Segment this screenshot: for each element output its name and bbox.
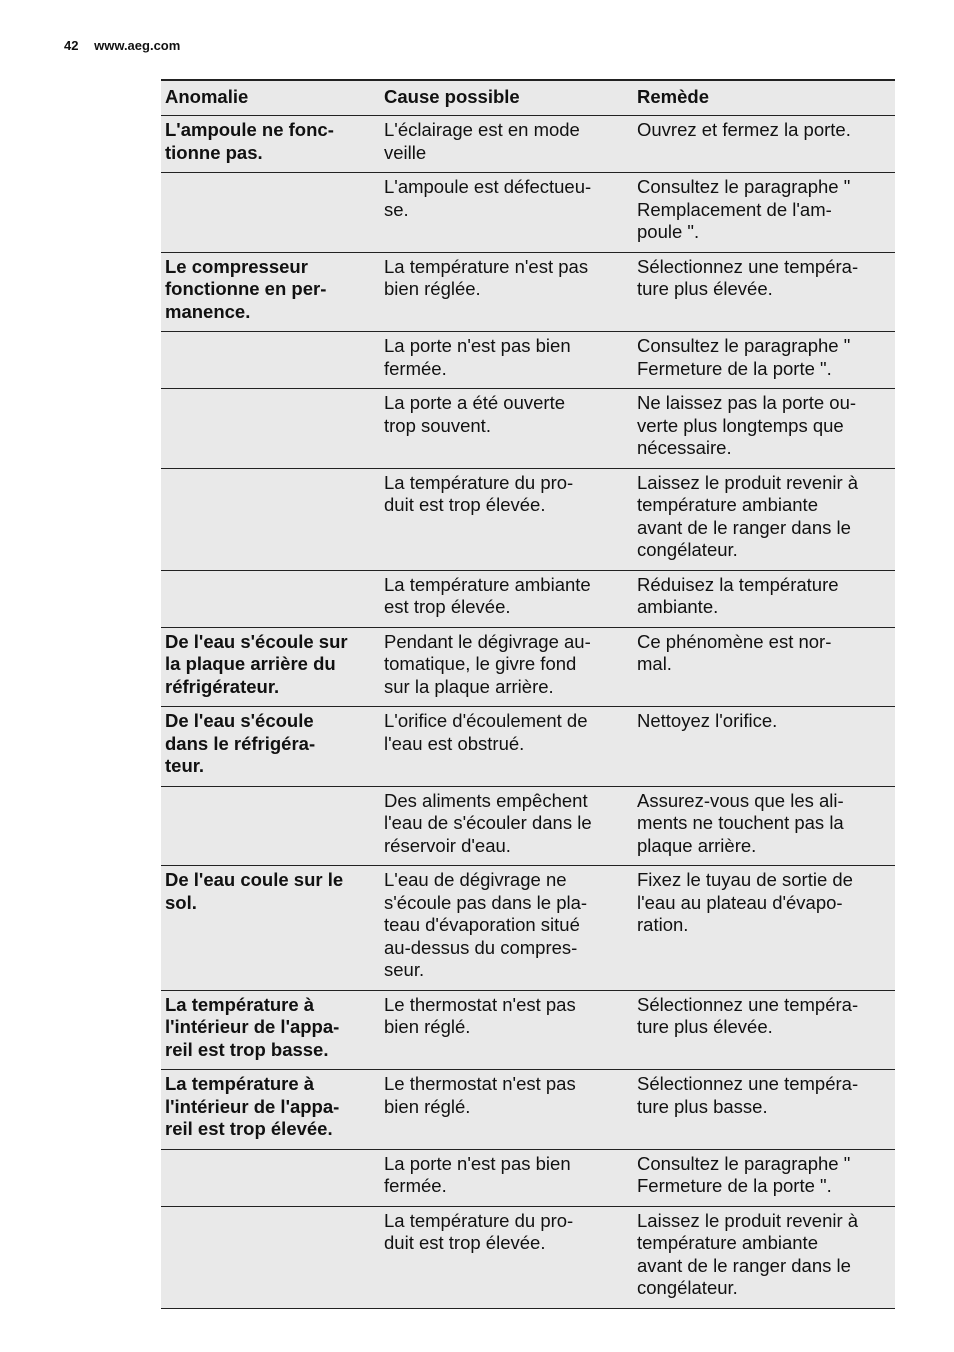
remede-cell: Consultez le paragraphe " Fermeture de la porte ". (633, 332, 895, 389)
remede-cell: Ouvrez et fermez la porte. (633, 116, 895, 173)
table-row (161, 116, 895, 173)
table-row (161, 1206, 895, 1308)
cause-cell: La température du pro- duit est trop élevée. (380, 468, 633, 570)
cause-cell: Le thermostat n'est pas bien réglé. (380, 990, 633, 1070)
anomalie-cell: De l'eau s'écoule sur la plaque arrière du réfrigérateur. (161, 627, 380, 707)
table-row (161, 389, 895, 469)
remede-cell: Ce phénomène est nor- mal. (633, 627, 895, 707)
table-row (161, 173, 895, 253)
cause-cell: L'orifice d'écoulement de l'eau est obstrué. (380, 707, 633, 787)
table-row (161, 1149, 895, 1206)
column-header-cause: Cause possible (380, 80, 633, 116)
anomalie-cell: L'ampoule ne fonc- tionne pas. (161, 116, 380, 173)
anomalie-cell (161, 786, 380, 866)
anomalie-cell (161, 332, 380, 389)
page-header (64, 38, 180, 53)
cause-cell: Pendant le dégivrage au- tomatique, le givre fond sur la plaque arrière. (380, 627, 633, 707)
cause-cell: La température du pro- duit est trop élevée. (380, 1206, 633, 1308)
table-row (161, 468, 895, 570)
anomalie-cell (161, 1149, 380, 1206)
remede-cell: Sélectionnez une tempéra- ture plus élevée. (633, 990, 895, 1070)
cause-cell: La porte n'est pas bien fermée. (380, 1149, 633, 1206)
table-row (161, 1070, 895, 1150)
page-number: 42 (64, 38, 79, 53)
remede-cell: Nettoyez l'orifice. (633, 707, 895, 787)
remede-cell: Assurez-vous que les ali- ments ne touchent pas la plaque arrière. (633, 786, 895, 866)
table-row (161, 332, 895, 389)
table-header-row (161, 80, 895, 116)
anomalie-cell: La température à l'intérieur de l'appa- reil est trop basse. (161, 990, 380, 1070)
cause-cell: Des aliments empêchent l'eau de s'écouler dans le réservoir d'eau. (380, 786, 633, 866)
table-row (161, 627, 895, 707)
anomalie-cell: La température à l'intérieur de l'appa- reil est trop élevée. (161, 1070, 380, 1150)
table-row (161, 570, 895, 627)
anomalie-cell: De l'eau s'écoule dans le réfrigéra- teur. (161, 707, 380, 787)
table-row (161, 990, 895, 1070)
remede-cell: Consultez le paragraphe " Remplacement de l'am- poule ". (633, 173, 895, 253)
table-row (161, 252, 895, 332)
column-header-remede: Remède (633, 80, 895, 116)
cause-cell: Le thermostat n'est pas bien réglé. (380, 1070, 633, 1150)
cause-cell: L'ampoule est défectueu- se. (380, 173, 633, 253)
cause-cell: La température ambiante est trop élevée. (380, 570, 633, 627)
remede-cell: Réduisez la température ambiante. (633, 570, 895, 627)
remede-cell: Fixez le tuyau de sortie de l'eau au plateau d'évapo- ration. (633, 866, 895, 991)
remede-cell: Ne laissez pas la porte ou- verte plus longtemps que nécessaire. (633, 389, 895, 469)
remede-cell: Sélectionnez une tempéra- ture plus basse. (633, 1070, 895, 1150)
remede-cell: Sélectionnez une tempéra- ture plus élevée. (633, 252, 895, 332)
table-row (161, 786, 895, 866)
anomalie-cell (161, 468, 380, 570)
anomalie-cell (161, 570, 380, 627)
table-row (161, 866, 895, 991)
cause-cell: La porte a été ouverte trop souvent. (380, 389, 633, 469)
troubleshooting-table (161, 79, 895, 1309)
remede-cell: Laissez le produit revenir à température ambiante avant de le ranger dans le congélateur. (633, 468, 895, 570)
site-url: www.aeg.com (94, 38, 181, 53)
anomalie-cell (161, 389, 380, 469)
column-header-anomalie: Anomalie (161, 80, 380, 116)
anomalie-cell (161, 1206, 380, 1308)
anomalie-cell: De l'eau coule sur le sol. (161, 866, 380, 991)
remede-cell: Consultez le paragraphe " Fermeture de la porte ". (633, 1149, 895, 1206)
cause-cell: L'éclairage est en mode veille (380, 116, 633, 173)
cause-cell: L'eau de dégivrage ne s'écoule pas dans le pla- teau d'évaporation situé au-dessus du compres- seur. (380, 866, 633, 991)
cause-cell: La température n'est pas bien réglée. (380, 252, 633, 332)
cause-cell: La porte n'est pas bien fermée. (380, 332, 633, 389)
table-row (161, 707, 895, 787)
anomalie-cell: Le compresseur fonctionne en per- manence. (161, 252, 380, 332)
anomalie-cell (161, 173, 380, 253)
remede-cell: Laissez le produit revenir à température ambiante avant de le ranger dans le congélateur. (633, 1206, 895, 1308)
